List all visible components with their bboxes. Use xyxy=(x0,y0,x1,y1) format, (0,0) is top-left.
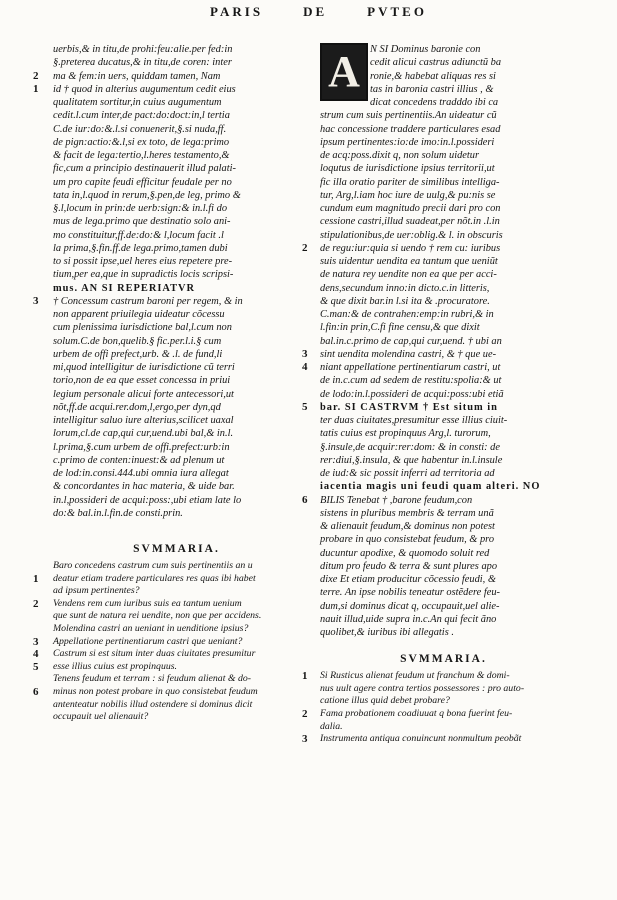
line-text: N SI Dominus baronie con xyxy=(370,44,481,55)
text-line xyxy=(320,123,567,136)
text-line xyxy=(33,597,300,611)
text-line xyxy=(302,493,567,507)
line-text: uerbis,& in titu,de prohi:feu:alie.per fed:in xyxy=(53,44,233,55)
line-text: & concordantes in hac materia, & uide bar. xyxy=(53,481,235,493)
text-line xyxy=(320,109,567,122)
text-line xyxy=(33,294,300,308)
text-line xyxy=(320,600,567,613)
line-text: §.insule,de acquir:rer:dom: & in consti: de xyxy=(320,441,500,453)
line-text: solum.C.de bon,quelib.§ fic.per.l.i.§ cum xyxy=(53,335,222,347)
line-text: c.primo de conten:inuest:& ad plenum ut xyxy=(53,454,225,466)
line-text: fic,cum a principio destinauerit illud palati- xyxy=(53,163,236,175)
margin-note-number: 1 xyxy=(33,82,39,95)
line-text: ducuntur apodixe, & quomodo soluit red xyxy=(320,547,490,559)
text-line xyxy=(53,123,300,136)
text-line xyxy=(302,361,567,374)
text-line xyxy=(320,427,567,440)
text-line xyxy=(320,520,567,533)
text-line xyxy=(302,708,567,721)
text-line xyxy=(53,711,300,724)
line-text: dens,secundum inno:in dicto.c.in litteris, xyxy=(320,282,490,294)
line-text: † Concessum castrum baroni per regem, & in xyxy=(53,295,243,307)
text-line xyxy=(53,255,300,268)
text-line xyxy=(320,467,567,480)
margin-note-number: 1 xyxy=(302,670,308,683)
text-line xyxy=(320,480,567,493)
text-line xyxy=(320,136,567,149)
margin-note-number: 5 xyxy=(302,400,309,413)
line-text: Instrumenta antiqua conuincunt nonmultum peobãt xyxy=(320,733,522,745)
text-line xyxy=(320,414,567,427)
line-text: antenteatur nobilis illud ostendere si dominus dicit xyxy=(53,698,253,710)
line-text: cedit.l.cum inter,de pact:do:doct:in,l tertia xyxy=(53,110,230,122)
text-line xyxy=(53,623,300,636)
line-text: ter duas ciuitates,presumitur esse illius ciuit- xyxy=(320,415,508,426)
line-text: & facit de lega:tertio,l.heres testamento,& xyxy=(53,150,230,161)
text-line xyxy=(53,467,300,480)
margin-note-number: 3 xyxy=(302,347,308,360)
text-line xyxy=(320,507,567,520)
text-line xyxy=(320,43,567,56)
margin-note-number: 2 xyxy=(33,597,39,610)
text-line xyxy=(53,335,300,348)
text-line xyxy=(320,149,567,162)
text-line xyxy=(33,69,300,83)
line-text: to si possit ipse,uel heres eius repetere pre- xyxy=(53,256,233,267)
text-line xyxy=(302,347,567,361)
text-line xyxy=(53,162,300,175)
margin-note-number: 5 xyxy=(33,660,39,673)
line-text: tata in,l.quod in rerum,§.pen,de leg, primo & xyxy=(53,189,241,201)
line-text: de in.c.cum ad sedem de restitu:spolia:& ut xyxy=(320,375,502,387)
text-line xyxy=(320,695,567,708)
text-line xyxy=(320,176,567,189)
text-line xyxy=(53,507,300,520)
line-text: & alienauit feudum,& dominus non potest xyxy=(320,521,495,532)
line-text: Molendina castri an ueniant in uenditione ipsius? xyxy=(53,622,249,634)
text-line xyxy=(53,202,300,215)
margin-note-number: 3 xyxy=(302,733,308,746)
line-text: legium personale alicui forte antecessori,ut xyxy=(53,388,234,400)
text-line xyxy=(33,82,300,96)
line-text: loqutus de iurisdictione ipsius territorii,ut xyxy=(320,163,495,175)
line-text: & que dixit bar.in l.si ita & .procuratore. xyxy=(320,295,490,307)
margin-note-number: 6 xyxy=(33,685,39,698)
line-text: um pro capite feudi efficitur feudale per no xyxy=(53,176,232,188)
text-line xyxy=(53,585,300,598)
line-text: cundum eum magnitudo precii dari pro con xyxy=(320,203,501,214)
text-line xyxy=(53,268,300,281)
text-line xyxy=(320,295,567,308)
line-text: que sunt de natura rei uendite, non que per accidens. xyxy=(53,610,262,622)
text-line xyxy=(320,215,567,228)
left-summary-title: SVMMARIA. xyxy=(133,543,220,555)
text-line xyxy=(320,374,567,387)
margin-note-number: 2 xyxy=(302,708,308,721)
line-text: nõt,ff.de acqui.rer.dom,l,ergo,per dyn,qd xyxy=(53,401,221,413)
text-line xyxy=(320,721,567,734)
text-line xyxy=(320,96,567,109)
line-text: l.fin:in prin,C.fi fine censu,& que dixit xyxy=(320,322,480,334)
line-text: quolibet,& iuribus ibi allegatis . xyxy=(320,627,454,638)
line-text: Castrum si est situm inter duas ciuitates presumitur xyxy=(53,648,256,660)
line-text: esse illius cuius est propinquus. xyxy=(53,660,178,672)
text-line xyxy=(320,229,567,242)
line-text: terre. An ipse nobilis teneatur ostẽdere feu- xyxy=(320,587,500,599)
line-text: probare in quo consistebat feudum, & pro xyxy=(320,534,495,546)
text-line xyxy=(320,586,567,599)
text-line xyxy=(53,308,300,321)
text-line xyxy=(320,83,567,96)
line-text: Tenens feudum et terram : si feudum alienat & do- xyxy=(53,673,252,685)
line-text: in.l,possideri de acqui:poss:,ubi etiam late lo xyxy=(53,494,242,506)
text-line xyxy=(53,215,300,228)
text-line xyxy=(302,241,567,255)
line-text: de acq:poss.dixit q, non solum uidetur xyxy=(320,150,480,161)
line-text: dicat concedens tradddo ibi ca xyxy=(370,97,499,108)
initial-letter-glyph: A xyxy=(328,47,360,96)
text-line xyxy=(53,699,300,712)
right-summary-list xyxy=(302,670,567,746)
text-line xyxy=(320,308,567,321)
text-line xyxy=(320,282,567,295)
text-line xyxy=(302,670,567,683)
line-text: de natura rey uendite non ea que per acci- xyxy=(320,269,497,281)
line-text: bar. SI CASTRVM † Est situm in xyxy=(320,401,498,413)
text-line xyxy=(53,56,300,69)
text-line xyxy=(53,374,300,387)
text-line xyxy=(53,43,300,56)
line-text: mo constituitur,ff.de:do:& l,locum facit .l xyxy=(53,229,224,241)
line-text: lorum,cl.de cap,qui cur,uend.ubi bal,& in.l. xyxy=(53,428,234,440)
line-text: Fama probationem coadiuuat q bona fuerint feu- xyxy=(320,708,513,720)
line-text: minus non potest probare in quo consistebat feudum xyxy=(53,685,258,697)
line-text: tium,per ea,que in supradictis locis scripsi- xyxy=(53,269,234,281)
line-text: iacentia magis uni feudi quam alteri. NO xyxy=(320,481,541,493)
line-text: la prima,§.fin.ff.de lega.primo,tamen dubi xyxy=(53,242,228,254)
line-text: dum,si dominus dicat q, occupauit,uel alie- xyxy=(320,600,500,612)
text-line xyxy=(33,635,300,649)
line-text: de iud:& sic possit inferri ad territoria ad xyxy=(320,468,495,479)
text-line xyxy=(53,427,300,440)
line-text: de lod:in.consi.444.ubi omnia iura allegat xyxy=(53,468,229,479)
line-text: mus. AN SI REPERIATVR xyxy=(53,282,196,294)
text-line xyxy=(53,229,300,242)
text-line xyxy=(320,268,567,281)
text-line xyxy=(53,441,300,454)
line-text: l.prima,§.cum urbem de offi.prefect:urb:in xyxy=(53,441,230,453)
text-line xyxy=(53,414,300,427)
line-text: cedit alicui castrus adiunctũ ba xyxy=(370,57,502,69)
text-line xyxy=(320,560,567,573)
line-text: de pign:actio:&.l,si ex toto, de lega:primo xyxy=(53,136,230,148)
line-text: stipulationibus,de uer:oblig.& l. in obscuris xyxy=(320,229,503,241)
line-text: qualitatem sortitur,in cuius augumentum xyxy=(53,97,222,108)
line-text: niant appellatione pertinentiarum castri, ut xyxy=(320,362,501,373)
line-text: hac concessione traddere particulares esad xyxy=(320,123,501,135)
line-text: ma & fem:in uers, quiddam tamen, Nam xyxy=(53,70,221,82)
line-text: tur, Arg,l.iam hoc iure de uulg,& pu:nis se xyxy=(320,189,496,201)
left-summary-list xyxy=(33,560,300,724)
text-line xyxy=(320,626,567,639)
line-text: torio,non de ea que esset concessa in priui xyxy=(53,375,231,387)
text-line xyxy=(320,613,567,626)
margin-note-number: 6 xyxy=(302,493,308,506)
right-column xyxy=(302,43,567,746)
text-line xyxy=(320,255,567,268)
text-line xyxy=(53,361,300,374)
text-line xyxy=(53,282,300,295)
line-text: BILIS Tenebat † ,barone feudum,con xyxy=(320,494,473,506)
margin-note-number: 2 xyxy=(33,69,39,82)
text-line xyxy=(320,388,567,401)
line-text: tatis cuius est propinquus Arg,l. turorum, xyxy=(320,428,491,440)
left-body-text xyxy=(33,43,300,520)
margin-note-number: 4 xyxy=(302,361,308,373)
line-text: sistens in pluribus membris & terram unã xyxy=(320,507,494,519)
text-line xyxy=(53,109,300,122)
text-line xyxy=(33,685,300,699)
text-line xyxy=(53,348,300,361)
line-text: dalia. xyxy=(320,720,343,732)
line-text: C.de iur:do:&.l.si conuenerit,§.si nuda,ff. xyxy=(53,123,227,135)
margin-note-number: 3 xyxy=(33,294,39,307)
line-text: Vendens rem cum iuribus suis ea tantum uenium xyxy=(53,597,242,609)
line-text: rer:diui,§.insula, & que habentur in.l.insule xyxy=(320,454,503,466)
line-text: dixe Et etiam producitur cõcessio feudi, & xyxy=(320,574,496,585)
line-text: non apparent priuilegia uideatur cõcessu xyxy=(53,309,225,320)
line-text: §.preterea ducatus,& in titu,de coren: inter xyxy=(53,57,232,69)
text-line xyxy=(302,400,567,414)
line-text: nauit illud,uide supra in.c.An qui fecit ãno xyxy=(320,613,497,625)
margin-note-number: 4 xyxy=(33,648,39,661)
line-text: cessione castri,illud suadeat,per nõt.in .l.in xyxy=(320,216,500,228)
text-line xyxy=(320,573,567,586)
text-line xyxy=(53,610,300,623)
header-middle: DE xyxy=(303,4,328,19)
right-body-text xyxy=(302,43,567,639)
text-line xyxy=(320,162,567,175)
text-line xyxy=(320,70,567,83)
text-line xyxy=(320,321,567,334)
text-line xyxy=(320,56,567,69)
line-text: tas in baronia castri illius , & xyxy=(370,83,494,95)
line-text: catione illus quid debet probare? xyxy=(320,695,450,707)
line-text: C.man:& de contrahen:emp:in rubri,& in xyxy=(320,309,494,320)
text-line xyxy=(302,733,567,746)
line-text: fic illa oratio pariter de similibus intelliga- xyxy=(320,176,500,188)
line-text: de regu:iur:quia si uendo † rem cu: iuribus xyxy=(320,242,501,254)
text-line xyxy=(320,547,567,560)
text-line xyxy=(320,335,567,348)
line-text: strum cum suis pertinentiis.An uideatur cũ xyxy=(320,110,497,122)
line-text: cum plenissima iurisdictione bal,l.cum non xyxy=(53,322,232,334)
text-line xyxy=(53,673,300,686)
text-line xyxy=(53,176,300,189)
text-line xyxy=(53,149,300,162)
margin-note-number: 2 xyxy=(302,241,308,254)
line-text: nus uult agere contra tertios possessores : pro auto- xyxy=(320,682,525,694)
line-text: occupauit uel alienauit? xyxy=(53,711,149,723)
line-text: Appellatione pertinentiarum castri que ueniant? xyxy=(53,635,243,647)
line-text: Baro concedens castrum cum suis pertinentiis an u xyxy=(53,560,253,571)
text-line xyxy=(53,242,300,255)
line-text: deatur etiam tradere particulares res quas ibi habet xyxy=(53,572,256,584)
running-header xyxy=(40,4,597,26)
margin-note-number: 3 xyxy=(33,635,39,648)
left-column xyxy=(33,43,300,724)
text-line xyxy=(33,572,300,586)
text-line xyxy=(33,648,300,661)
text-line xyxy=(53,388,300,401)
line-text: do:& bal.in.l.fin.de consti.prin. xyxy=(53,507,183,519)
header-left: PARIS xyxy=(210,4,264,19)
text-line xyxy=(53,494,300,507)
text-line xyxy=(33,660,300,674)
right-summary-title: SVMMARIA. xyxy=(400,653,487,666)
text-line xyxy=(320,189,567,202)
text-line xyxy=(53,136,300,149)
text-line xyxy=(53,189,300,202)
line-text: id † quod in alterius augumentum cedit eius xyxy=(53,83,236,95)
line-text: §.l,locum in prin:de uerb:sign:& in.l.fi do xyxy=(53,203,228,214)
line-text: urbem de offi prefect,urb. & .l. de fund,li xyxy=(53,348,223,360)
line-text: ronie,& habebat aliquas res si xyxy=(370,70,496,82)
text-line xyxy=(320,533,567,546)
line-text: Si Rusticus alienat feudum ut franchum & domi- xyxy=(320,670,510,682)
header-right: PVTEO xyxy=(367,4,427,19)
text-line xyxy=(53,401,300,414)
line-text: sint uendita molendina castri, & † que ue- xyxy=(320,348,497,360)
line-text: de lodo:in.l.possideri de acqui:poss:ubi etiã xyxy=(320,388,504,400)
line-text: ad ipsum pertinentes? xyxy=(53,585,140,597)
margin-note-number: 1 xyxy=(33,572,39,585)
line-text: mi,quod intelligitur de iurisdictione cũ terri xyxy=(53,362,235,373)
text-line xyxy=(320,454,567,467)
text-line xyxy=(53,454,300,467)
line-text: ditum pro feudo & terra & sunt plures apo xyxy=(320,560,498,572)
line-text: bal.in.c.primo de cap,qui cur,uend. † ubi an xyxy=(320,335,502,347)
line-text: mus de lega.primo que destinatio solo ani- xyxy=(53,216,231,228)
text-line xyxy=(53,96,300,109)
line-text: ipsum pertinentes:io:de imo:in.l.possideri xyxy=(320,136,495,148)
text-line xyxy=(320,683,567,696)
line-text: intelligitur saluo iure alterius,scilicet uaxal xyxy=(53,415,234,426)
text-line xyxy=(53,560,300,573)
text-line xyxy=(53,321,300,334)
text-line xyxy=(320,441,567,454)
text-line xyxy=(53,480,300,493)
line-text: suis uidentur uendita ea tantum que ueniũt xyxy=(320,256,498,267)
text-line xyxy=(320,202,567,215)
